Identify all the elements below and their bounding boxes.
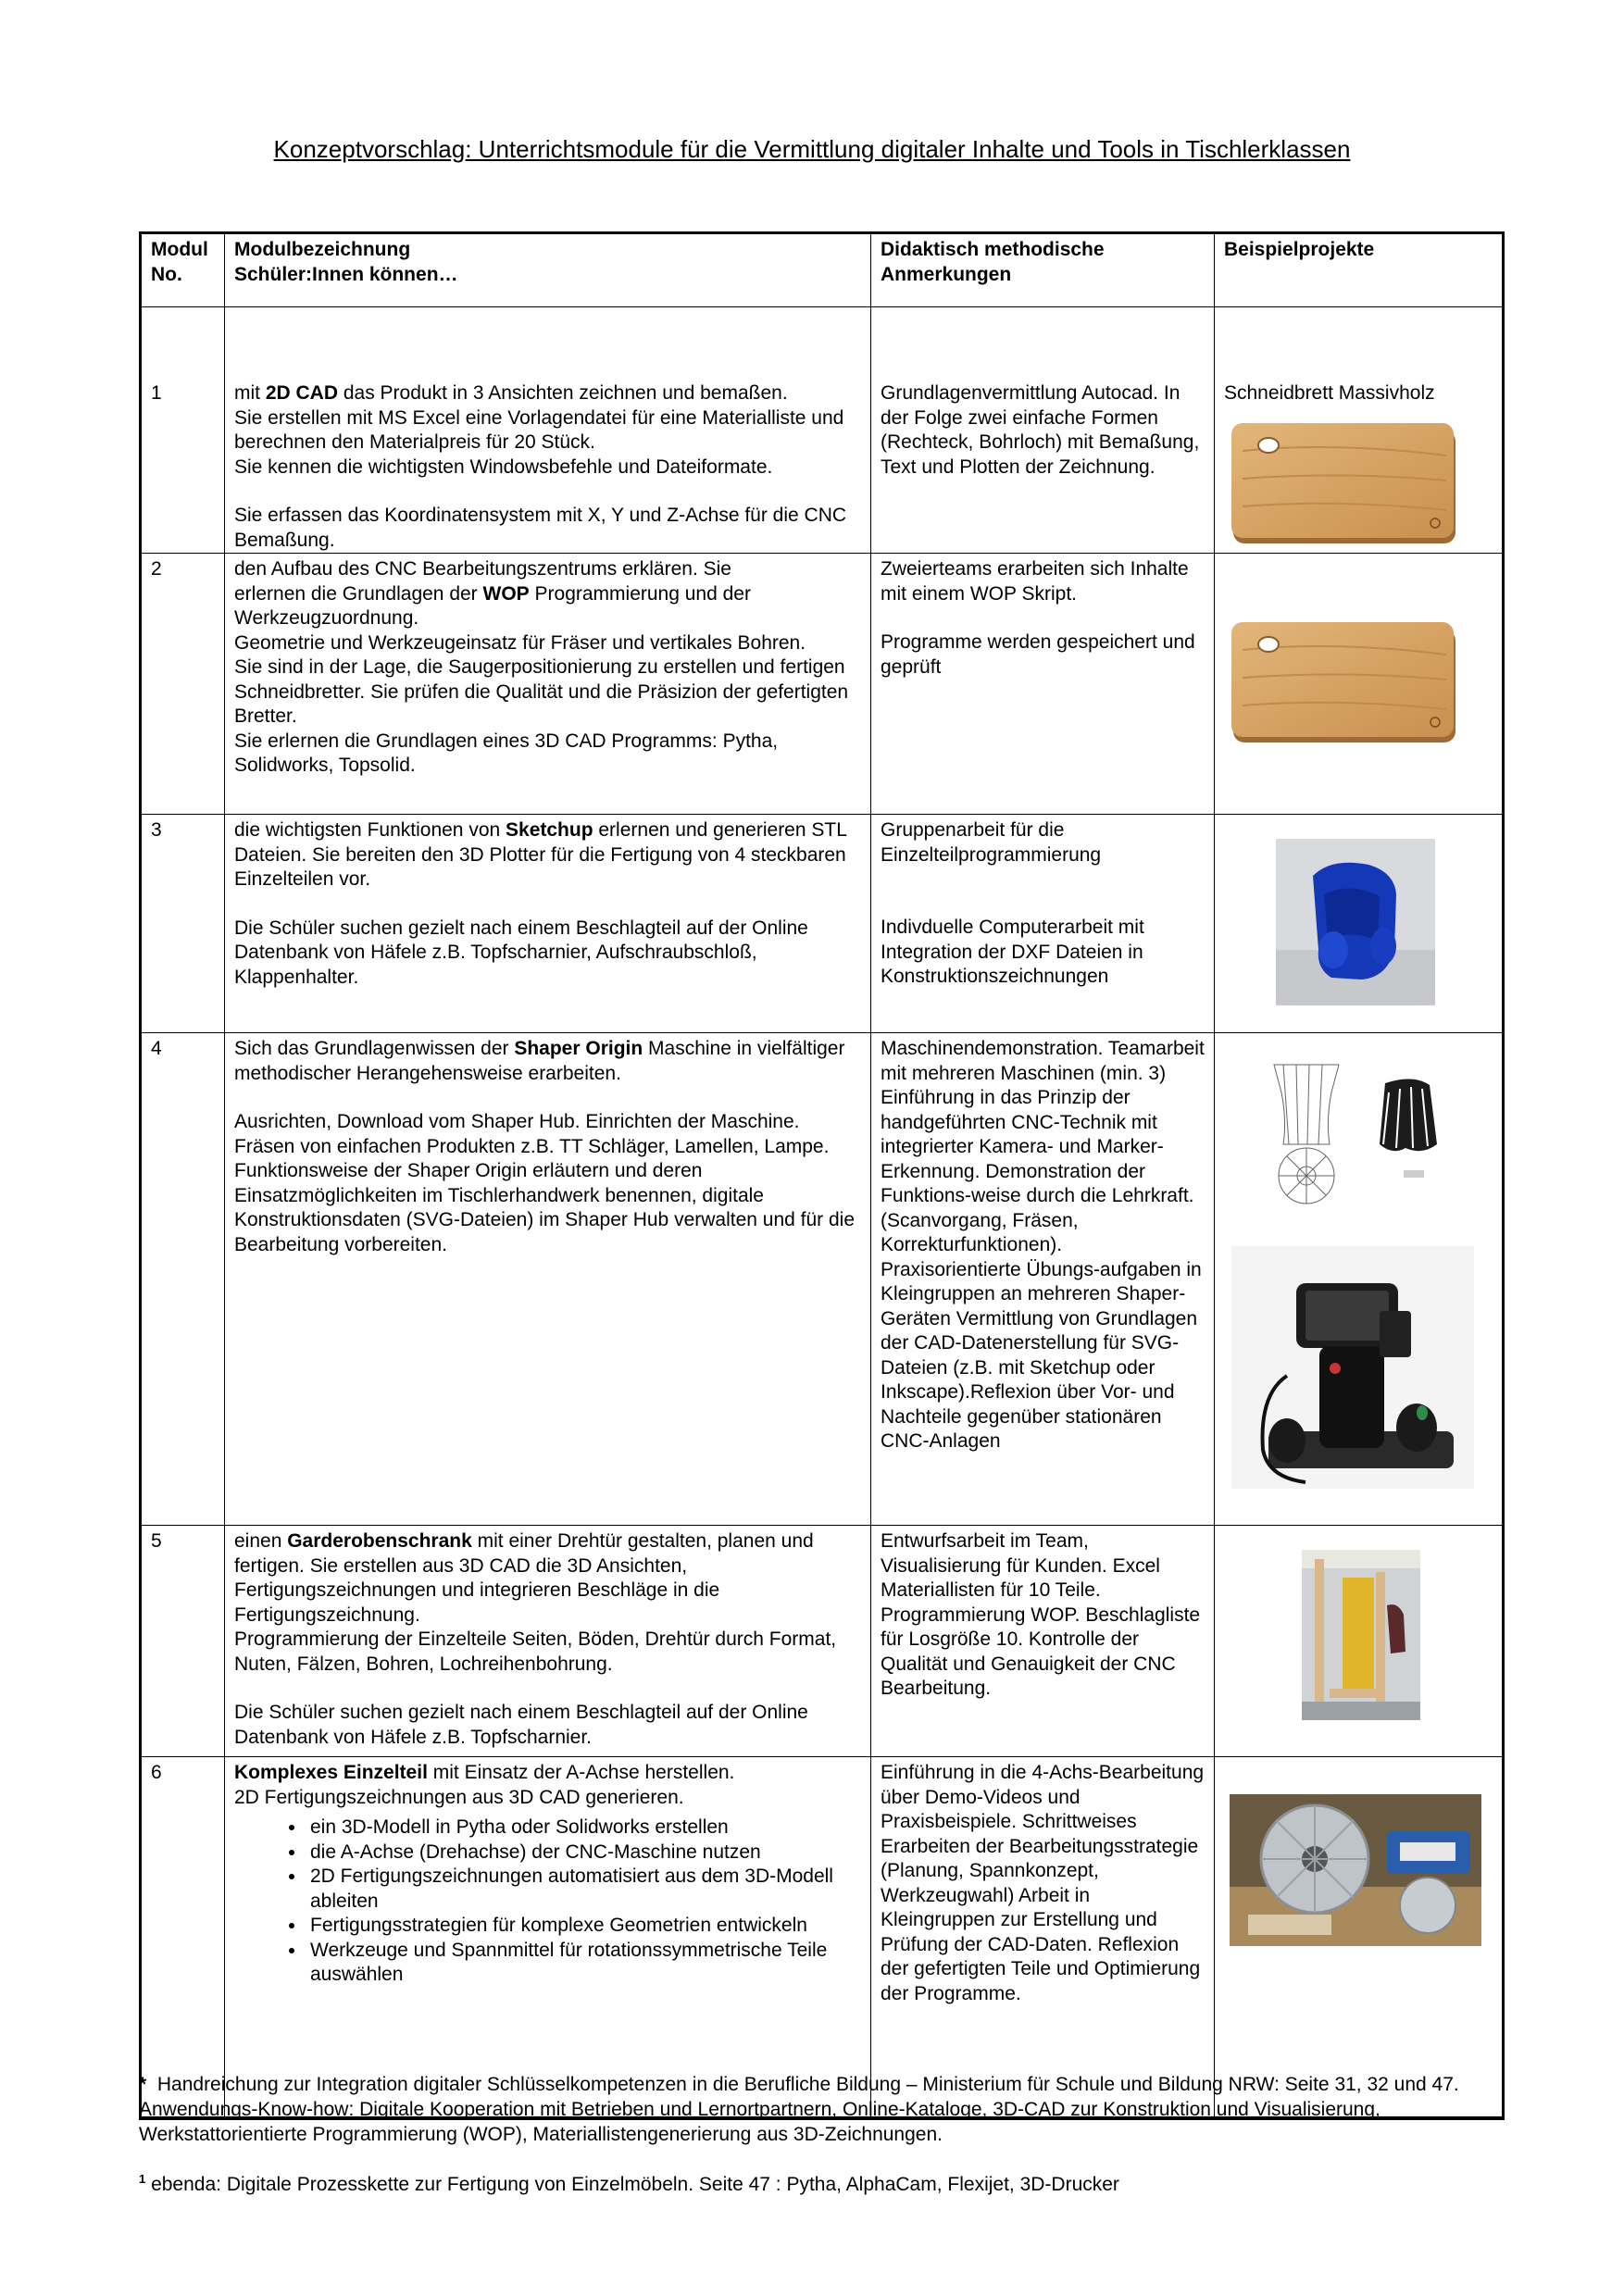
header-modul-line2: No.	[151, 263, 182, 285]
module-number-text: 6	[151, 1762, 162, 1783]
desc-bold: Sketchup	[506, 819, 593, 841]
desc-text: die wichtigsten Funktionen von	[234, 819, 506, 841]
table-header-row	[141, 233, 1504, 307]
module-description	[225, 554, 871, 815]
desc-text: Sich das Grundlagenwissen der	[234, 1038, 515, 1059]
notes-text: Grundlagenvermittlung Autocad. In der Folge zwei einfache Formen (Rechteck, Bohrloch) mit Bemaßung, Text und Plotten der Zeichnung.	[881, 382, 1200, 478]
table-row	[141, 307, 1504, 554]
module-number	[141, 307, 225, 554]
notes-text: Einführung in die 4-Achs-Bearbeitung über Demo-Videos und Praxisbeispiele. Schrittweises Erarbeiten der Bearbeitungsstrategie (Planung, Spannkonzept, Werkzeugwahl) Arbeit in Kleingruppen zur Erstellung und Prüfung der CAD-Daten. Reflexion der gefertigten Teile und Optimierung der Programme.	[881, 1762, 1205, 2004]
desc-line: Sie erstellen mit MS Excel eine Vorlagendatei für eine Materialliste und berechnen den Materialpreis für 20 Stück.	[234, 406, 844, 453]
desc-bold: WOP	[482, 582, 530, 605]
cutting-board-image	[1224, 613, 1465, 752]
module-example	[1215, 815, 1504, 1033]
footnote-text: ebenda: Digitale Prozesskette zur Fertigung von Einzelmöbeln. Seite 47 : Pytha, AlphaCam, Flexijet, 3D-Drucker	[151, 2174, 1119, 2195]
module-number-text: 5	[151, 1530, 162, 1552]
notes-text: Entwurfsarbeit im Team, Visualisierung für Kunden. Excel Materiallisten für 10 Teile. Programmierung WOP. Beschlagliste für Losgröße 10. Kontrolle der Qualität und Genauigkeit der CNC Bearbeitung.	[881, 1530, 1201, 1699]
module-example	[1215, 307, 1504, 554]
desc-text: einen	[234, 1530, 288, 1552]
module-example	[1215, 1757, 1504, 2118]
list-item: • 2D Fertigungszeichnungen automatisiert aus dem 3D-Modell ableiten	[306, 1865, 861, 1914]
list-item: • die A-Achse (Drehachse) der CNC-Maschine nutzen	[306, 1841, 861, 1866]
footnote-marker: *	[139, 2074, 147, 2095]
footnote-marker: 1	[139, 2172, 146, 2186]
module-notes	[871, 1757, 1215, 2118]
header-didaktik	[871, 233, 1215, 307]
notes-text: Indivduelle Computerarbeit mit Integration der DXF Dateien in Konstruktionszeichnungen	[881, 917, 1144, 987]
header-did-line2: Anmerkungen	[881, 263, 1012, 285]
desc-bold: Shaper Origin	[514, 1038, 643, 1059]
desc-bold: Komplexes Einzelteil	[234, 1762, 428, 1783]
module-description	[225, 815, 871, 1033]
module-number	[141, 815, 225, 1033]
chair-model-image	[1276, 839, 1435, 1005]
footnote-text: Handreichung zur Integration digitaler Schlüsselkompetenzen in die Berufliche Bildung – Ministerium für Schule und Bildung NRW: Seite 31, 32 und 47. Anwendungs-Know-how: Digitale Kooperation mit Betrieben und Lernortpartnern, Online-Kataloge, 3D-CAD zur Konstruktion und Visualisierung, Werkstattorientierte Programmierung (WOP), Materiallistengenerierung aus 3D-Zeichnungen.	[139, 2074, 1459, 2145]
list-item: • Werkzeuge und Spannmittel für rotationssymmetrische Teile auswählen	[306, 1939, 861, 1988]
notes-text: Zweierteams erarbeiten sich Inhalte mit einem WOP Skript.	[881, 558, 1189, 605]
wardrobe-image	[1302, 1550, 1420, 1720]
table-row	[141, 1757, 1504, 2118]
desc-line	[234, 1529, 861, 1628]
header-modul	[141, 233, 225, 307]
module-example	[1215, 1033, 1504, 1526]
desc-text: mit	[234, 382, 266, 404]
desc-text: mit einer Drehtür gestalten, planen und fertigen. Sie erstellen aus 3D CAD die 3D Ansichten, Fertigungszeichnungen und integrieren Beschläge in die Fertigungszeichnung.	[234, 1530, 814, 1626]
module-description	[225, 1033, 871, 1526]
list-item: • ein 3D-Modell in Pytha oder Solidworks erstellen	[306, 1816, 861, 1841]
cnc-a-axis-image	[1230, 1794, 1481, 1946]
module-example	[1215, 1526, 1504, 1757]
notes-text: Programme werden gespeichert und geprüft	[881, 631, 1195, 678]
desc-text: erlernen und generieren STL Dateien. Sie bereiten den 3D Plotter für die Fertigung von 4 steckbaren Einzelteilen vor.	[234, 819, 847, 890]
header-modul-line1: Modul	[151, 239, 208, 260]
module-number-text: 1	[151, 382, 162, 404]
module-description	[225, 307, 871, 554]
shaper-origin-image	[1231, 1246, 1474, 1489]
desc-line	[234, 582, 861, 631]
module-description	[225, 1757, 871, 2118]
module-number	[141, 1526, 225, 1757]
table-row	[141, 554, 1504, 815]
desc-line	[234, 818, 861, 892]
desc-line	[234, 381, 861, 406]
footnote-1	[139, 2072, 1491, 2147]
desc-text: Programmierung und der Werkzeugzuordnung.	[234, 582, 751, 629]
desc-bold: Garderobenschrank	[287, 1530, 472, 1552]
footnote-2	[139, 2166, 1491, 2197]
desc-bold: 2D CAD	[265, 382, 339, 404]
desc-text: mit Einsatz der A-Achse herstellen.	[427, 1762, 735, 1783]
module-number-text: 2	[151, 558, 162, 580]
desc-text: Maschine in vielfältiger methodischer Herangehensweise erarbeiten.	[234, 1038, 845, 1084]
bullet-list	[234, 1816, 861, 1988]
module-number-text: 4	[151, 1038, 162, 1059]
desc-text: erlernen die Grundlagen der	[234, 582, 483, 605]
module-notes	[871, 307, 1215, 554]
desc-line: Sie kennen die wichtigsten Windowsbefehle und Dateiformate.	[234, 455, 773, 478]
desc-line: Sie erfassen das Koordinatensystem mit X, Y und Z-Achse für die CNC Bemaßung.	[234, 505, 847, 551]
desc-line: Sie sind in der Lage, die Saugerpositionierung zu erstellen und fertigen Schneidbretter. Sie prüfen die Qualität und die Präsizion der gefertigten Bretter.	[234, 656, 849, 727]
notes-text: Gruppenarbeit für die Einzelteilprogrammierung	[881, 819, 1102, 866]
desc-line: Ausrichten, Download vom Shaper Hub. Einrichten der Maschine. Fräsen von einfachen Produkten z.B. TT Schläger, Lamellen, Lampe. Funktionsweise der Shaper Origin erläutern und deren Einsatzmöglichkeiten im Tischlerhandwerk benennen, digitale Konstruktionsdaten (SVG-Dateien) im Shaper Hub verwalten und für die Bearbeitung vorbereiten.	[234, 1111, 856, 1255]
module-example	[1215, 554, 1504, 815]
table-row	[141, 815, 1504, 1033]
header-bez-line2: Schüler:Innen können…	[234, 263, 458, 285]
desc-line	[234, 1037, 861, 1086]
desc-line: Die Schüler suchen gezielt nach einem Beschlagteil auf der Online Datenbank von Häfele z.B. Topfscharnier, Aufschraubschloß, Klappenhalter.	[234, 917, 808, 988]
desc-line: Programmierung der Einzelteile Seiten, Böden, Drehtür durch Format, Nuten, Fälzen, Bohren, Lochreihenbohrung.	[234, 1628, 837, 1675]
header-bez-line1: Modulbezeichnung	[234, 239, 411, 260]
desc-line: Sie erlernen die Grundlagen eines 3D CAD Programms: Pytha, Solidworks, Topsolid.	[234, 730, 779, 776]
header-did-line1: Didaktisch methodische	[881, 239, 1105, 260]
table-row	[141, 1526, 1504, 1757]
example-label: Schneidbrett Massivholz	[1224, 382, 1435, 404]
module-description	[225, 1526, 871, 1757]
module-number	[141, 1757, 225, 2118]
list-item: • Fertigungsstrategien für komplexe Geometrien entwickeln	[306, 1914, 861, 1939]
module-number	[141, 554, 225, 815]
cutting-board-image	[1224, 414, 1465, 553]
desc-line: den Aufbau des CNC Bearbeitungszentrums erklären. Sie	[234, 558, 731, 580]
desc-line: Geometrie und Werkzeugeinsatz für Fräser und vertikales Bohren.	[234, 631, 806, 654]
desc-line: Die Schüler suchen gezielt nach einem Beschlagteil auf der Online Datenbank von Häfele z.B. Topfscharnier.	[234, 1702, 808, 1748]
notes-text: Maschinendemonstration. Teamarbeit mit mehreren Maschinen (min. 3) Einführung in das Prinzip der handgeführten CNC-Technik mit integrierter Kamera- und Marker-Erkennung. Demonstration der Funktions-weise durch die Lehrkraft. (Scanvorgang, Fräsen, Korrekturfunktionen). Praxisorientierte Übungs-aufgaben in Kleingruppen an mehreren Shaper-Geräten Vermittlung von Grundlagen der CAD-Datenerstellung für SVG-Dateien (z.B. mit Sketchup oder Inkscape).Reflexion über Vor- und Nachteile gegenüber stationären CNC-Anlagen	[881, 1038, 1205, 1452]
module-notes	[871, 1033, 1215, 1526]
header-beispielprojekte	[1215, 233, 1504, 307]
lamp-drawing-image	[1265, 1055, 1450, 1213]
module-number	[141, 1033, 225, 1526]
module-notes	[871, 1526, 1215, 1757]
table-row	[141, 1033, 1504, 1526]
desc-text: das Produkt in 3 Ansichten zeichnen und bemaßen.	[338, 382, 788, 404]
page-title: Konzeptvorschlag: Unterrichtsmodule für die Vermittlung digitaler Inhalte und Tools in Tischlerklassen	[273, 135, 1351, 163]
desc-line	[234, 1761, 861, 1786]
header-modulbezeichnung	[225, 233, 871, 307]
desc-line: 2D Fertigungszeichnungen aus 3D CAD generieren.	[234, 1786, 684, 1808]
module-table	[139, 231, 1505, 2120]
header-bsp: Beispielprojekte	[1224, 239, 1375, 260]
module-number-text: 3	[151, 819, 162, 841]
module-notes	[871, 815, 1215, 1033]
module-notes	[871, 554, 1215, 815]
